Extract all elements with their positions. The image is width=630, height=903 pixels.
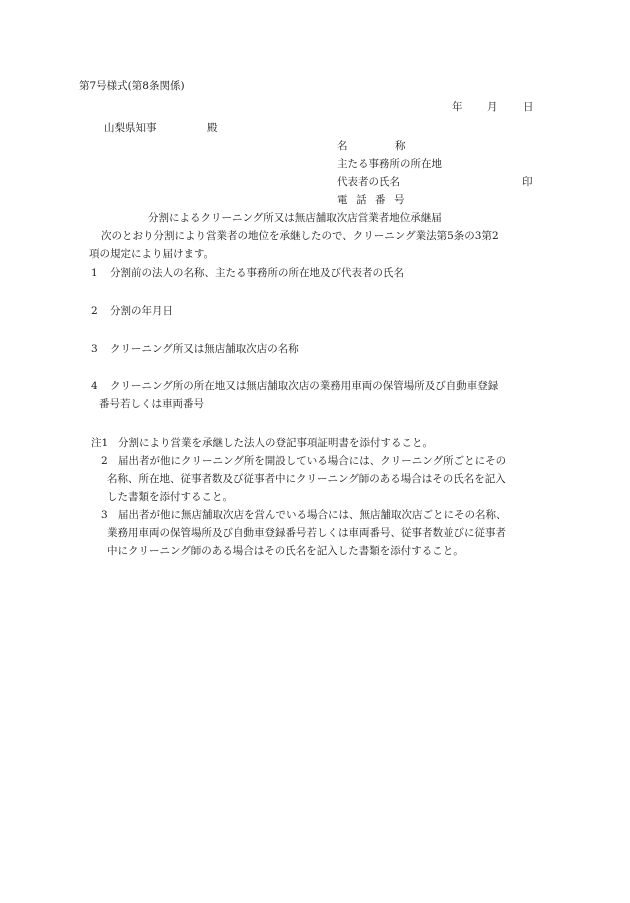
seal-mark: 印 — [522, 176, 533, 188]
note-text: 名称、所在地、従事者数及び従事者中にクリーニング師のある場合はその氏名を記入 — [107, 473, 506, 485]
applicant-phone-label-1: 電 — [337, 194, 348, 206]
applicant-representative-label: 代表者の氏名 — [337, 176, 400, 188]
applicant-phone-label-4: 号 — [394, 194, 405, 206]
note-number: 2 — [101, 455, 108, 467]
applicant-phone-label-2: 話 — [356, 194, 367, 206]
item-number: 1 — [91, 267, 98, 279]
addressee-honorific: 殿 — [207, 122, 218, 134]
body-line: 項の規定により届けます。 — [89, 248, 215, 260]
date-year: 年 — [452, 101, 463, 113]
note-text: 中にクリーニング師のある場合はその氏名を記入した書類を添付すること。 — [107, 545, 464, 557]
applicant-name-label-2: 称 — [395, 140, 406, 152]
date-day: 日 — [523, 101, 534, 113]
item-text: 分割の年月日 — [110, 305, 173, 317]
item-number: 3 — [91, 343, 98, 355]
applicant-office-label: 主たる事務所の所在地 — [337, 158, 442, 170]
applicant-name-label-1: 名 — [337, 140, 348, 152]
document-title: 分割によるクリーニング所又は無店舗取次店営業者地位承継届 — [148, 212, 442, 224]
item-number: 2 — [91, 305, 98, 317]
note-text: 届出者が他にクリーニング所を開設している場合には、クリーニング所ごとにその — [118, 455, 507, 467]
item-text: クリーニング所の所在地又は無店舗取次店の業務用車両の保管場所及び自動車登録 — [110, 380, 499, 392]
note-text: 分割により営業を承継した法人の登記事項証明書を添付すること。 — [118, 437, 433, 449]
date-month: 月 — [487, 101, 498, 113]
form-number: 第7号様式(第8条関係) — [79, 80, 185, 92]
note-number: 3 — [101, 509, 108, 521]
item-text: 分割前の法人の名称、主たる事務所の所在地及び代表者の氏名 — [110, 267, 404, 279]
addressee-name: 山梨県知事 — [104, 122, 157, 134]
item-text: クリーニング所又は無店舗取次店の名称 — [110, 343, 299, 355]
note-number: 注1 — [91, 437, 109, 449]
applicant-phone-label-3: 番 — [375, 194, 386, 206]
note-text: した書類を添付すること。 — [107, 491, 233, 503]
body-line: 次のとおり分割により営業者の地位を承継したので、クリーニング業法第5条の3第2 — [101, 230, 499, 242]
note-text: 届出者が他に無店舗取次店を営んでいる場合には、無店舗取次店ごとにその名称、 — [118, 509, 507, 521]
item-text: 番号若しくは車両番号 — [99, 398, 204, 410]
note-text: 業務用車両の保管場所及び自動車登録番号若しくは車両番号、従事者数並びに従事者 — [107, 527, 506, 539]
item-number: 4 — [91, 380, 98, 392]
